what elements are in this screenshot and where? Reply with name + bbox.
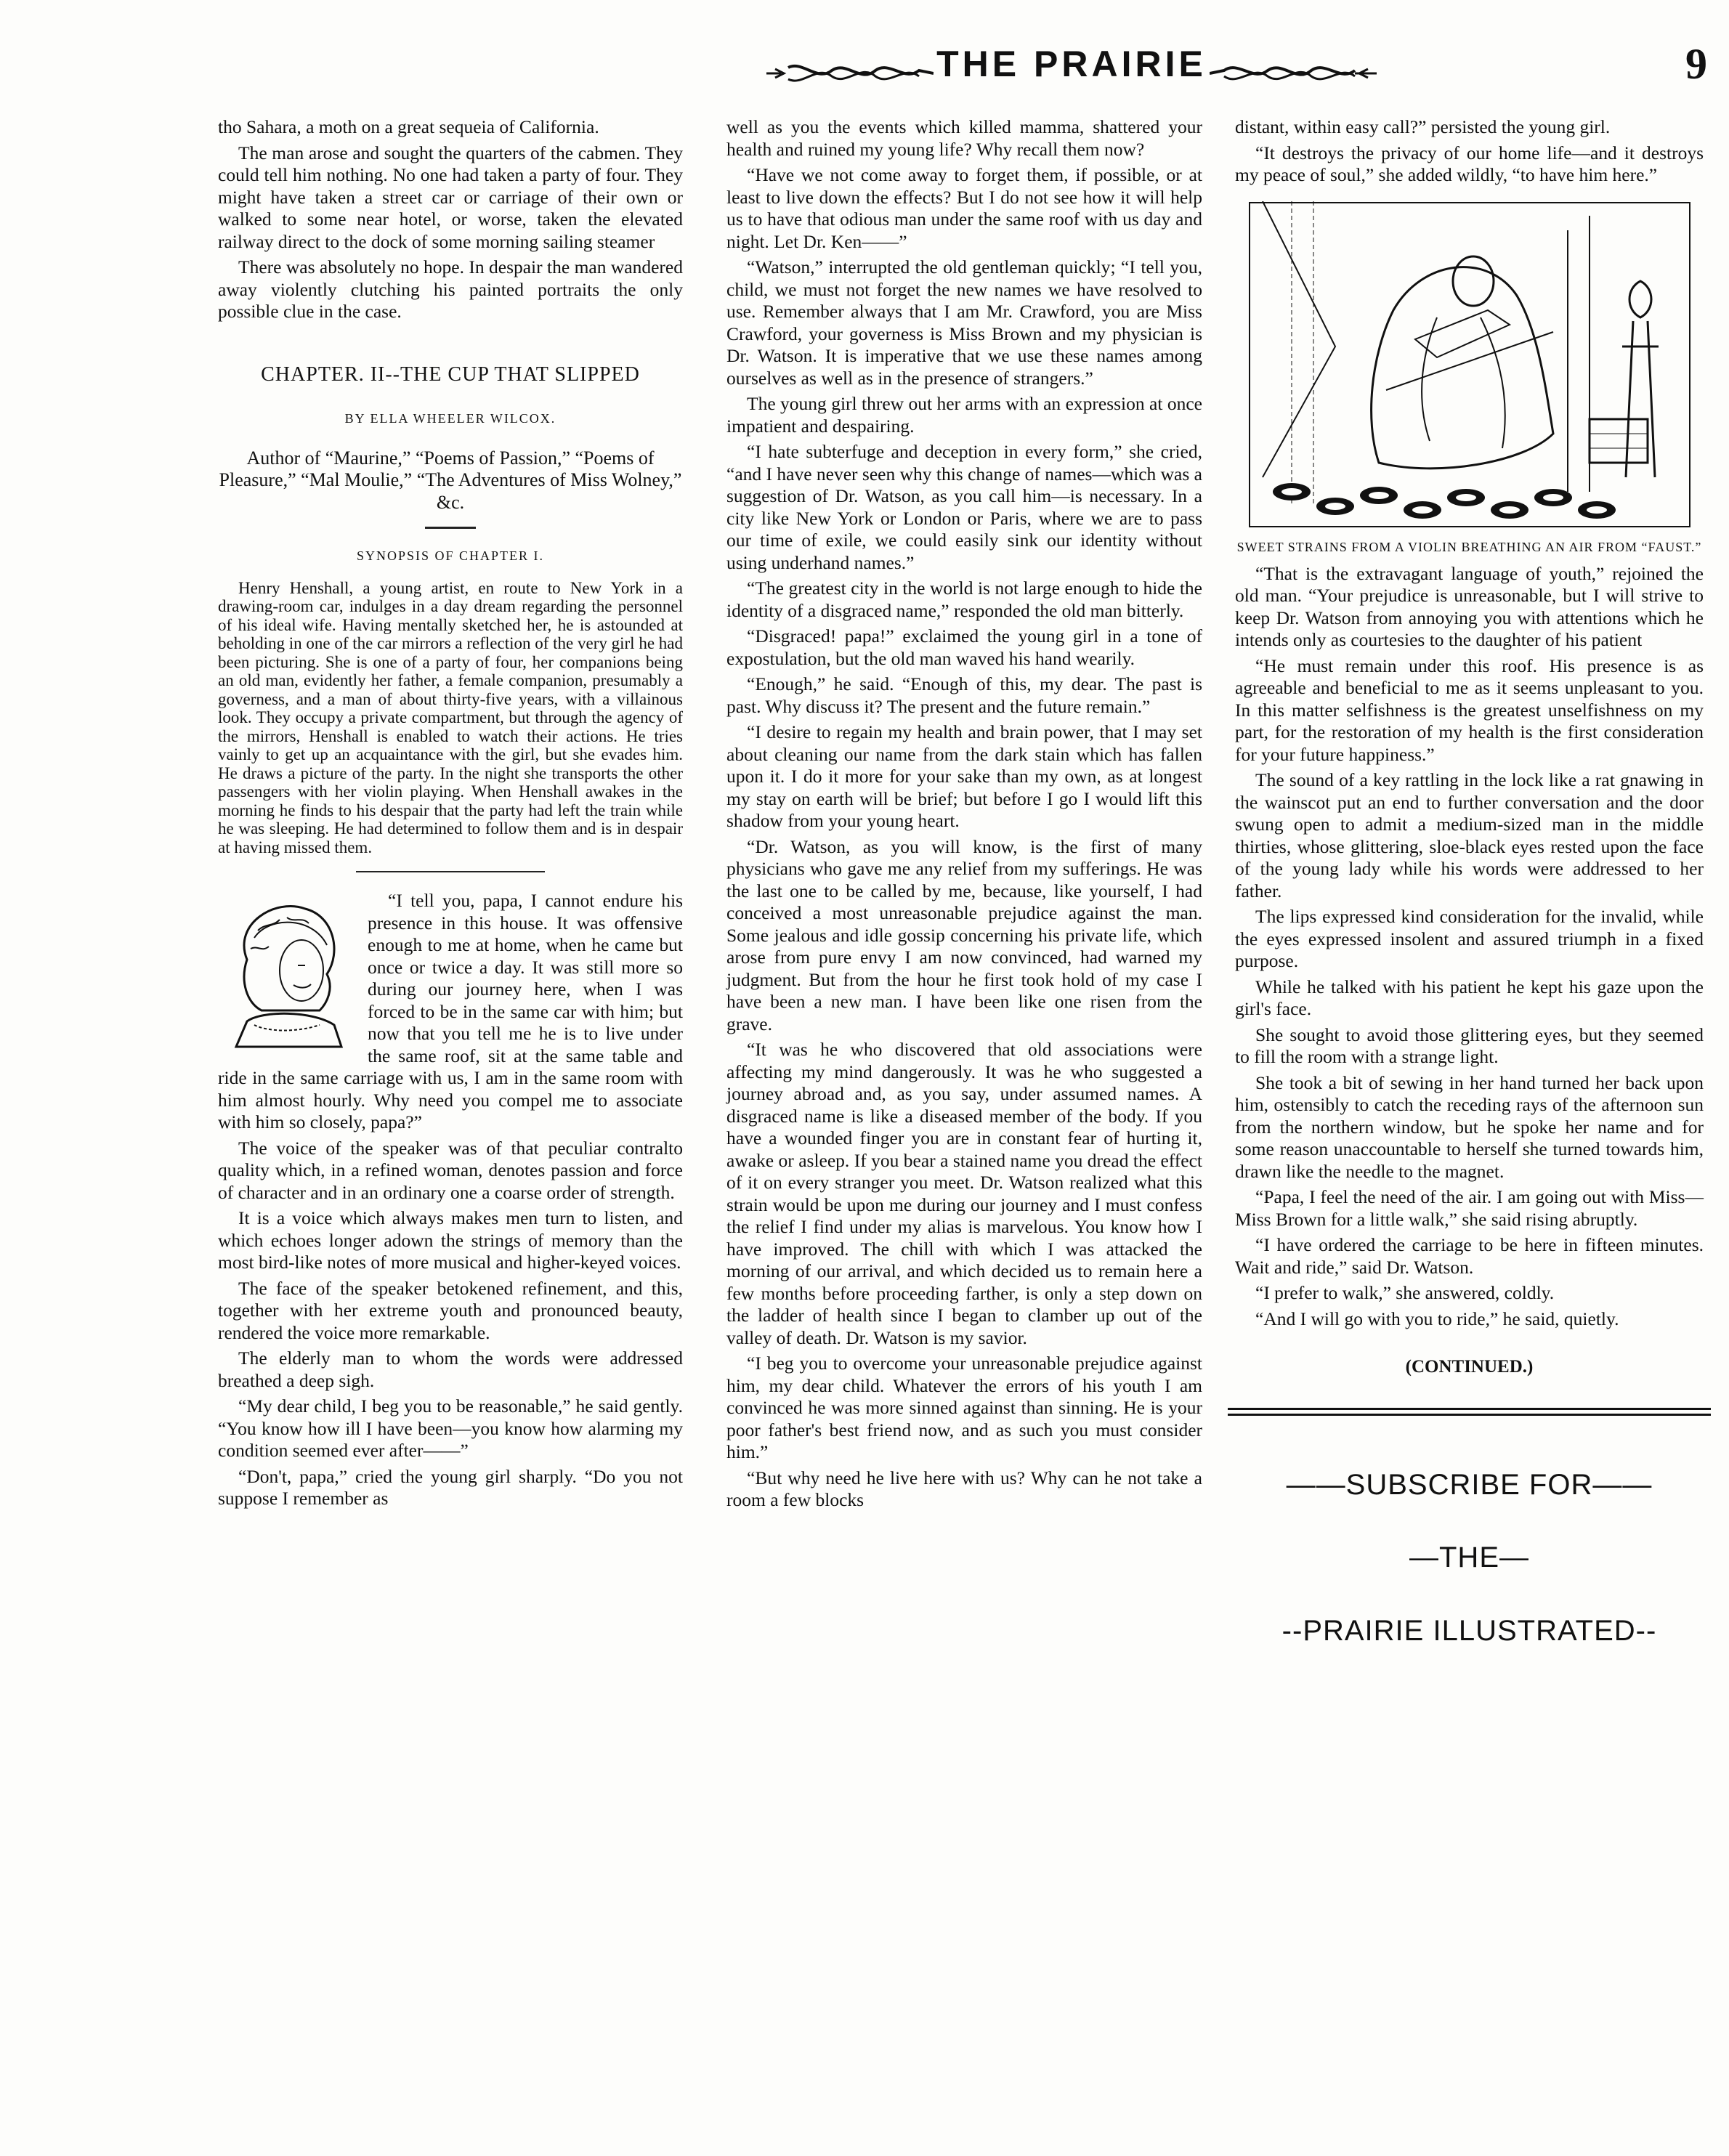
subscribe-line-2: —THE— [1409,1541,1529,1573]
masthead-title: THE PRAIRIE [936,44,1207,84]
column-1 [218,116,683,1514]
paragraph: “Watson,” interrupted the old gentleman quickly; “I tell you, child, we must not forget the new names we have resolved to use. Remember always that I am Mr. Crawford, you are Miss Crawford, your governess is Miss Brown and my physician is Dr. Watson. It is imperative that we use these names among ourselves as well as in the presence of strangers.” [726,256,1202,389]
subscribe-line-3: --PRAIRIE ILLUSTRATED-- [1281,1614,1657,1647]
paragraph: “My dear child, I beg you to be reasonable,” he said gently. “You know how ill I have been—you know how alarming my condition seemed ever after——” [218,1395,683,1461]
paragraph: “Papa, I feel the need of the air. I am going out with Miss—Miss Brown for a little walk,” she said rising abruptly. [1235,1186,1704,1230]
woman-portrait-icon [218,894,356,1050]
paragraph: There was absolutely no hope. In despair the man wandered away violently clutching his painted portraits the only possible clue in the case. [218,256,683,322]
paragraph: “That is the extravagant language of youth,” rejoined the old man. “Your prejudice is unreasonable, but I will strive to keep Dr. Watson from annoying you with attentions which he intends only as courtesies to the daughter of his patient [1235,562,1704,650]
right-scroll-ornament-icon [1210,60,1377,86]
paragraph: She sought to avoid those glittering eyes, but they seemed to fill the room with a strange light. [1235,1024,1704,1067]
divider [356,871,545,872]
paragraph: “I beg you to overcome your unreasonable prejudice against him, my dear child. Whatever the errors of his youth I am convinced he was more sinned against than sinning. He is your poor father's best friend now, and as such you must consider him.” [726,1353,1202,1462]
paragraph: The young girl threw out her arms with an expression at once impatient and despairing. [726,393,1202,437]
author-works: Author of “Maurine,” “Poems of Passion,” “Poems of Pleasure,” “Mal Moulie,” “The Adventures of Miss Wolney,” &c. [219,447,682,513]
paragraph: The elderly man to whom the words were addressed breathed a deep sigh. [218,1348,683,1391]
paragraph: “I desire to regain my health and brain power, that I may set about cleaning our name from the dark stain which has fallen upon it. I do it more for your sake than my own, as at longest my stay on earth will be brief; but before I go I would lift this shadow from your young heart. [726,721,1202,831]
column-2 [726,116,1202,1515]
synopsis [218,579,683,857]
paragraph: “The greatest city in the world is not large enough to hide the identity of a disgraced name,” responded the old man bitterly. [726,578,1202,621]
paragraph: “Have we not come away to forget them, if possible, or at least to live down the effects? But I do not see how it will help us to have that odious man under the same roof with us day and night. Let Dr. Ken——” [726,164,1202,252]
paragraph: “But why need he live here with us? Why can he not take a room a few blocks [726,1467,1202,1510]
paragraph: The lips expressed kind consideration for the invalid, while the eyes expressed insolent and assured triumph in a fixed purpose. [1235,906,1704,971]
paragraph: She took a bit of sewing in her hand turned her back upon him, ostensibly to catch the receding rays of the afternoon sun from the northern window, but he spoke her name and for some reason unaccountable to herself she turned towards him, drawn like the needle to the magnet. [1235,1071,1704,1182]
continued-label: (CONTINUED.) [1405,1357,1534,1377]
illustration-caption: SWEET STRAINS FROM A VIOLIN BREATHING AN AIR FROM “FAUST.” [1236,539,1702,554]
synopsis-text: Henry Henshall, a young artist, en route to New York in a drawing-room car, indulges in a day dream regarding the personnel of his ideal wife. Having mentally sketched her, he is astounded at beholding in one of the car mirrors a reflection of the very girl he had been picturing. She is one of a party of four, her companions being an old man, evidently her father, a female companion, presumably a governess, and a man of about thirty-five years, with a villainous look. They occupy a private compartment, but through the agency of the mirrors, Henshall is enabled to watch their actions. He tries vainly to get up an acquaintance with the girl, but she evades him. He draws a picture of the party. In the night she transports the other passengers with her violin playing. When Henshall awakes in the morning he finds to his despair that the party had left the train while he was sleeping. He had determined to follow them and is in despair at having missed them. [218,578,683,856]
paragraph: “Don't, papa,” cried the young girl sharply. “Do you not suppose I remember as [218,1465,683,1509]
divider [425,527,476,529]
column-3 [1235,116,1704,1693]
paragraph: “I have ordered the carriage to be here in fifteen minutes. Wait and ride,” said Dr. Watson. [1235,1234,1704,1278]
subscribe-line-1: ——SUBSCRIBE FOR—— [1286,1468,1653,1501]
paragraph: tho Sahara, a moth on a great sequeia of California. [218,116,599,137]
paragraph: It is a voice which always makes men turn to listen, and which echoes longer adown the strings of memory than the most bird-like notes of more musical and higher-keyed voices. [218,1207,683,1273]
masthead [618,35,1526,93]
paragraph: “I hate subterfuge and deception in every form,” she cried, “and I have never seen why this change of names—which was a suggestion of Dr. Watson, as you call him—is necessary. In a city like New York or London or Paris, where we are to pass our time of exile, we could easily sink our identity without using underhand names.” [726,441,1202,573]
paragraph: “I prefer to walk,” she answered, coldly. [1255,1282,1555,1303]
paragraph: “Enough,” he said. “Enough of this, my dear. The past is past. Why discuss it? The present and the future remain.” [726,673,1202,717]
byline: BY ELLA WHEELER WILCOX. [344,411,556,426]
paragraph: The man arose and sought the quarters of the cabmen. They could tell him nothing. No one had taken a party of four. They might have taken a street car or carriage of their own or walked to some near hotel, or worse, taken the elevated railway direct to the dock of some morning sailing steamer [218,142,683,252]
paragraph: “Dr. Watson, as you will know, is the first of many physicians who gave me any relief from my sufferings. He was the last one to be called by me, because, like yourself, I had conceived a most unreasonable prejudice against the man. Some jealous and idle gossip concerning his private life, which arose from pure envy I am now convinced, had warned my judgment. But from the hour he first took hold of my case I have been a new man. I have been like one risen from the grave. [726,835,1202,1034]
chapter-title: CHAPTER. II--THE CUP THAT SLIPPED [261,362,640,386]
page-number: 9 [1685,40,1707,88]
paragraph: The sound of a key rattling in the lock like a rat gnawing in the wainscot put an end to further conversation and the door swung open to admit a medium-sized man in the middle thirties, whose glittering, sloe-black eyes rested upon the face of the young lady while his words were addressed to her father. [1235,769,1704,901]
paragraph: “He must remain under this roof. His presence is as agreeable and beneficial to me as it seems unpleasant to you. In this matter selfishness is the greatest unselfishness on my part, for the restoration of my health is the first consideration for your future happiness.” [1235,654,1704,765]
violin-woman-illustration-icon [1248,201,1691,528]
paragraph: “And I will go with you to ride,” he said, quietly. [1255,1308,1619,1329]
paragraph: well as you the events which killed mamma, shattered your health and ruined my young life? Why recall them now? [726,116,1202,160]
paragraph: “It was he who discovered that old associations were affecting my mind dangerously. It was he who suggested a journey abroad and, as you say, under assumed names. A disgraced name is like a diseased member of the body. If you have a wounded finger you are in constant fear of hurting it, awake or asleep. If you bear a stained name you dread the effect of it on every stranger you meet. Dr. Watson realized what this strain would be upon me during our journey and I must confess the relief I find under my alias is marvelous. You know how I have improved. The chill with which I was attacked the morning of our arrival, and which decided us to remain here a few months before proceeding farther, is only a step down on the ladder of health since I began to clamber up out of the valley of death. Dr. Watson is my savior. [726,1039,1202,1348]
paragraph: The face of the speaker betokened refinement, and this, together with her extreme youth and pronounced beauty, rendered the voice more remarkable. [218,1277,683,1343]
page-header [211,35,1707,100]
paragraph: “It destroys the privacy of our home life—and it destroys my peace of soul,” she added wildly, “to have him here.” [1235,142,1704,185]
synopsis-heading: SYNOPSIS OF CHAPTER I. [356,548,545,563]
double-rule-divider [1228,1408,1711,1416]
paragraph: “Disgraced! papa!” exclaimed the young girl in a tone of expostulation, but the old man waved his hand wearily. [726,625,1202,669]
left-scroll-ornament-icon [766,60,934,86]
paragraph: While he talked with his patient he kept his gaze upon the girl's face. [1235,976,1704,1019]
paragraph: The voice of the speaker was of that peculiar contralto quality which, in a refined woman, denotes passion and force of character and in an ordinary one a coarse order of strength. [218,1137,683,1203]
paragraph: “I tell you, papa, I cannot endure his presence in this house. It was offensive enough to me at home, when he came but once or twice a day. It was still more so during our journey here, when I was forced to be in the same car with him; but now that you tell me he is to live under the same roof, sit at the same table and ride in the same carriage with us, I am in the same room with him almost hourly. Why need you compel me to associate with him so closely, papa?” [218,890,683,1132]
paragraph: distant, within easy call?” persisted the young girl. [1235,116,1611,137]
